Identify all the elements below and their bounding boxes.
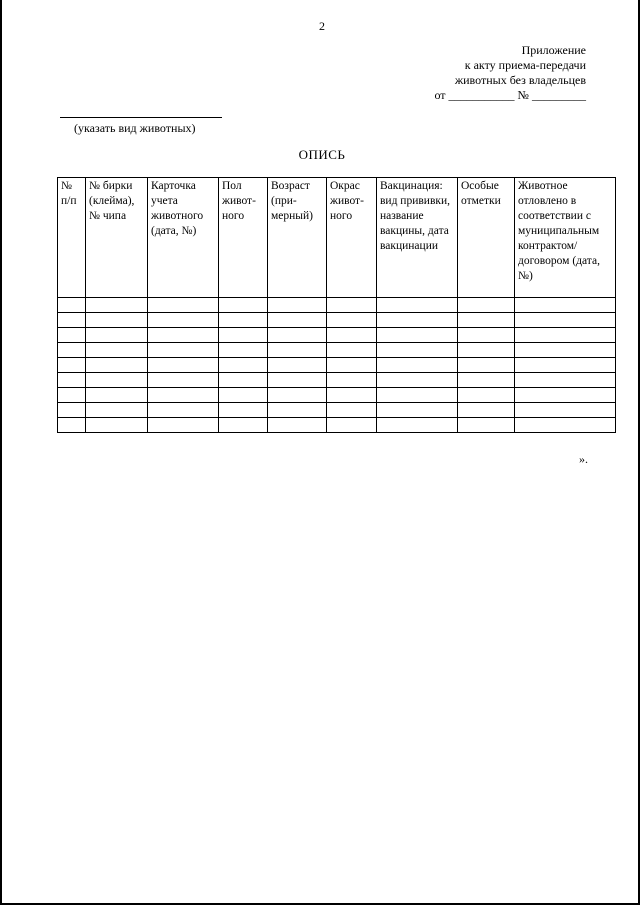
table-cell[interactable]: [327, 403, 377, 418]
table-cell[interactable]: [327, 313, 377, 328]
table-cell[interactable]: [458, 358, 515, 373]
table-cell[interactable]: [86, 373, 148, 388]
document-title: ОПИСЬ: [298, 147, 346, 162]
table-cell[interactable]: [58, 343, 86, 358]
table-cell[interactable]: [86, 388, 148, 403]
table-cell[interactable]: [377, 298, 458, 313]
page-number: 2: [319, 19, 325, 33]
table-cell[interactable]: [58, 298, 86, 313]
table-cell[interactable]: [219, 418, 268, 433]
table-cell[interactable]: [327, 358, 377, 373]
header-sex: Пол живот-ного: [219, 178, 268, 298]
appendix-line-act: к акту приема-передачи: [464, 58, 586, 72]
header-tag-chip: № бирки (клейма), № чипа: [86, 178, 148, 298]
animal-type-blank-line: [60, 117, 222, 118]
table-cell[interactable]: [148, 373, 219, 388]
appendix-title: Приложение: [521, 43, 586, 57]
table-cell[interactable]: [219, 403, 268, 418]
table-cell[interactable]: [377, 388, 458, 403]
table-cell[interactable]: [515, 298, 616, 313]
table-row: [58, 373, 616, 388]
table-row: [58, 343, 616, 358]
header-row-number: № п/п: [58, 178, 86, 298]
table-cell[interactable]: [148, 343, 219, 358]
table-cell[interactable]: [268, 328, 327, 343]
table-cell[interactable]: [377, 328, 458, 343]
table-row: [58, 328, 616, 343]
header-special-notes: Особые отметки: [458, 178, 515, 298]
table-cell[interactable]: [458, 403, 515, 418]
table-cell[interactable]: [58, 358, 86, 373]
table-cell[interactable]: [58, 388, 86, 403]
table-cell[interactable]: [148, 388, 219, 403]
table-cell[interactable]: [58, 418, 86, 433]
table-cell[interactable]: [268, 313, 327, 328]
table-cell[interactable]: [58, 373, 86, 388]
table-cell[interactable]: [148, 403, 219, 418]
table-cell[interactable]: [219, 313, 268, 328]
table-body: [58, 298, 616, 433]
header-color: Окрас живот-ного: [327, 178, 377, 298]
table-cell[interactable]: [515, 373, 616, 388]
table-cell[interactable]: [58, 328, 86, 343]
table-cell[interactable]: [515, 343, 616, 358]
table-cell[interactable]: [86, 403, 148, 418]
table-cell[interactable]: [327, 418, 377, 433]
header-registration-card: Карточка учета животного (дата, №): [148, 178, 219, 298]
table-cell[interactable]: [268, 358, 327, 373]
table-cell[interactable]: [377, 373, 458, 388]
table-cell[interactable]: [86, 328, 148, 343]
closing-quote: ».: [579, 452, 588, 466]
table-cell[interactable]: [515, 388, 616, 403]
table-cell[interactable]: [377, 343, 458, 358]
table-cell[interactable]: [458, 343, 515, 358]
table-cell[interactable]: [268, 418, 327, 433]
header-vaccination: Вакцинация: вид прививки, название вакцины, дата вакцинации: [377, 178, 458, 298]
table-cell[interactable]: [458, 373, 515, 388]
table-cell[interactable]: [515, 313, 616, 328]
table-cell[interactable]: [515, 403, 616, 418]
table-cell[interactable]: [327, 298, 377, 313]
table-cell[interactable]: [58, 313, 86, 328]
table-cell[interactable]: [148, 328, 219, 343]
table-row: [58, 388, 616, 403]
appendix-line-animals: животных без владельцев: [454, 73, 586, 87]
table-cell[interactable]: [377, 403, 458, 418]
table-cell[interactable]: [458, 328, 515, 343]
table-cell[interactable]: [377, 418, 458, 433]
inventory-table: [57, 177, 616, 433]
table-row: [58, 313, 616, 328]
table-cell[interactable]: [268, 298, 327, 313]
table-cell[interactable]: [327, 388, 377, 403]
table-row: [58, 403, 616, 418]
header-capture-contract: Животное отловлено в соответствии с муниципальным контрактом/ договором (дата, №): [515, 178, 616, 298]
table-row: [58, 358, 616, 373]
table-cell[interactable]: [327, 343, 377, 358]
table-cell[interactable]: [458, 388, 515, 403]
table-cell[interactable]: [268, 388, 327, 403]
table-cell[interactable]: [515, 328, 616, 343]
table-cell[interactable]: [219, 388, 268, 403]
table-cell[interactable]: [327, 328, 377, 343]
table-cell[interactable]: [86, 298, 148, 313]
table-cell[interactable]: [515, 418, 616, 433]
table-cell[interactable]: [219, 298, 268, 313]
table-cell[interactable]: [515, 358, 616, 373]
table-cell[interactable]: [458, 298, 515, 313]
table-cell[interactable]: [458, 418, 515, 433]
table-row: [58, 298, 616, 313]
table-cell[interactable]: [219, 328, 268, 343]
table-cell[interactable]: [148, 298, 219, 313]
table-cell[interactable]: [58, 403, 86, 418]
appendix-date-number: от ___________ № _________: [434, 88, 586, 102]
table-cell[interactable]: [86, 313, 148, 328]
table-cell[interactable]: [268, 403, 327, 418]
table-cell[interactable]: [219, 373, 268, 388]
table-cell[interactable]: [268, 373, 327, 388]
header-age: Возраст (при-мерный): [268, 178, 327, 298]
table-cell[interactable]: [219, 343, 268, 358]
table-cell[interactable]: [86, 418, 148, 433]
table-cell[interactable]: [327, 373, 377, 388]
table-cell[interactable]: [458, 313, 515, 328]
table-cell[interactable]: [148, 313, 219, 328]
animal-type-hint: (указать вид животных): [74, 121, 196, 135]
table-cell[interactable]: [148, 418, 219, 433]
table-cell[interactable]: [86, 343, 148, 358]
appendix-header: [434, 43, 586, 103]
table-cell[interactable]: [377, 313, 458, 328]
table-cell[interactable]: [219, 358, 268, 373]
table-cell[interactable]: [377, 358, 458, 373]
table-row: [58, 418, 616, 433]
table-cell[interactable]: [268, 343, 327, 358]
table-cell[interactable]: [148, 358, 219, 373]
table-cell[interactable]: [86, 358, 148, 373]
table-header-row: [58, 178, 616, 298]
